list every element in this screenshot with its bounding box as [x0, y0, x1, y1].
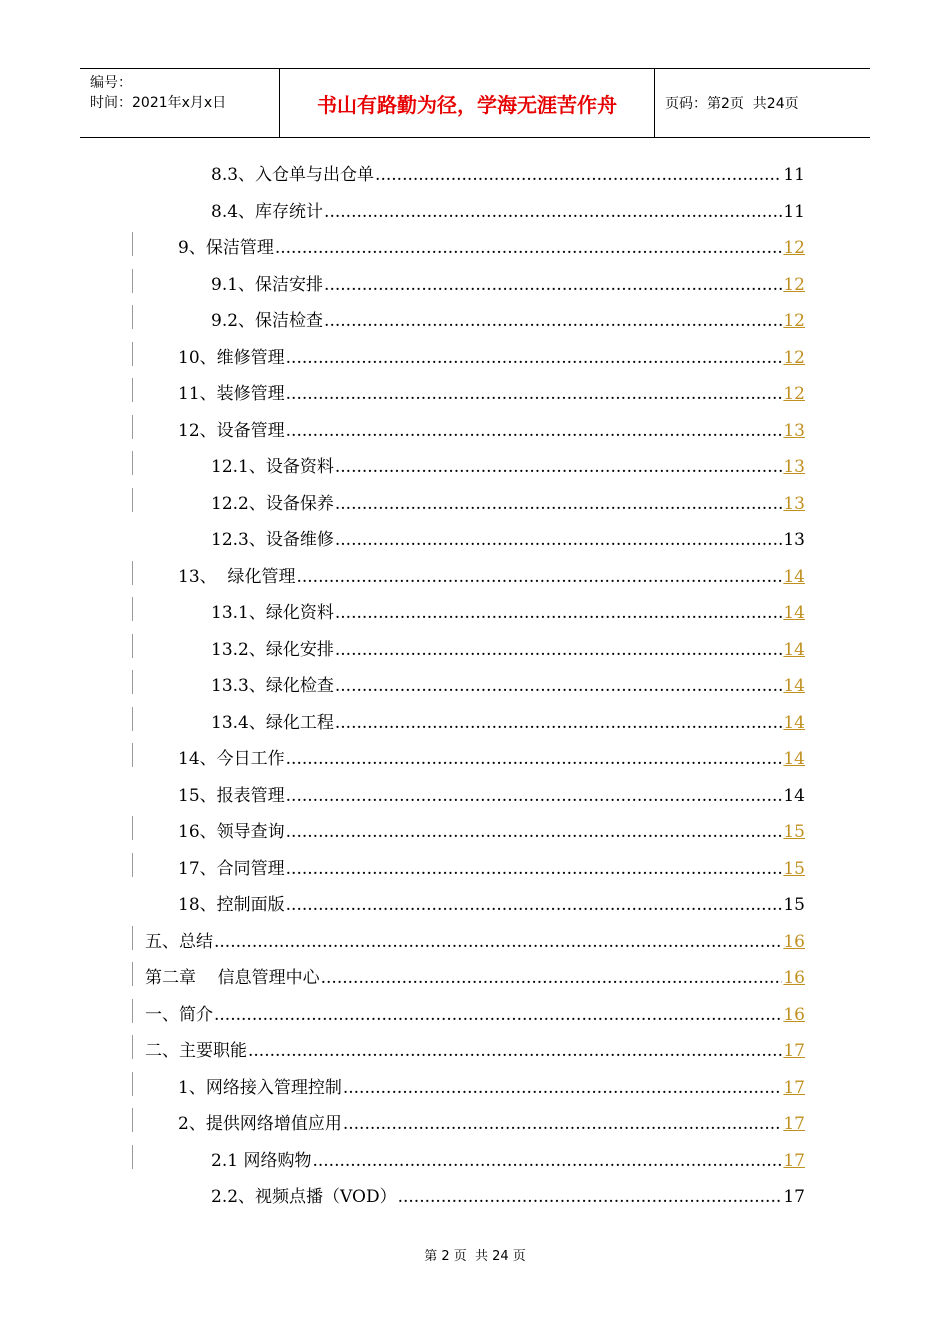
toc-leader-dots: [286, 895, 783, 915]
toc-leader-dots: [286, 749, 783, 769]
toc-change-bar: [132, 999, 133, 1023]
toc-page-number[interactable]: 17: [783, 1114, 805, 1134]
toc-leader-dots: [335, 713, 783, 733]
toc-entry-title: 8.3、入仓单与出仓单: [211, 165, 375, 185]
toc-leader-dots: [343, 1114, 783, 1134]
toc-leader-dots: [324, 311, 782, 331]
toc-page-number: 15: [783, 895, 805, 915]
toc-row: [0, 1175, 950, 1211]
toc-page-number[interactable]: 17: [783, 1041, 805, 1061]
toc-entry-title: 13.4、绿化工程: [211, 712, 334, 733]
toc-entry-title: 15、报表管理: [178, 785, 285, 806]
toc-row[interactable]: [0, 591, 950, 627]
toc-entry: [211, 197, 805, 222]
toc-row[interactable]: [0, 1102, 950, 1138]
toc-page-number[interactable]: 15: [783, 858, 805, 879]
toc-page-number[interactable]: 16: [783, 1004, 805, 1025]
toc-row: [0, 518, 950, 554]
toc-entry[interactable]: [211, 635, 805, 660]
toc-entry: [178, 890, 805, 915]
toc-row[interactable]: [0, 372, 950, 408]
toc-entry-title: 2、提供网络增值应用: [178, 1114, 342, 1134]
toc-change-bar: [132, 816, 133, 840]
toc-entry[interactable]: [178, 379, 805, 404]
toc-row[interactable]: [0, 920, 950, 956]
toc-row[interactable]: [0, 701, 950, 737]
toc-entry: [211, 1182, 805, 1207]
toc-page-number: 14: [783, 785, 805, 806]
toc-entry-title: 13.2、绿化安排: [211, 639, 334, 660]
toc-entry-title: 11、装修管理: [178, 384, 285, 404]
toc-entry-title: 第二章 信息管理中心: [145, 968, 320, 988]
toc-entry-title: 10、维修管理: [178, 347, 285, 368]
toc-entry-title: 13.1、绿化资料: [211, 603, 334, 623]
toc-leader-dots: [335, 603, 783, 623]
toc-row[interactable]: [0, 299, 950, 335]
toc-row[interactable]: [0, 737, 950, 773]
toc-entry-title: 13、 绿化管理: [178, 566, 296, 587]
toc-entry[interactable]: [178, 854, 805, 879]
toc-entry-title: 2.2、视频点播（VOD）: [211, 1187, 397, 1207]
toc-leader-dots: [324, 202, 782, 222]
toc-row[interactable]: [0, 409, 950, 445]
toc-entry[interactable]: [211, 452, 805, 477]
toc-page-number[interactable]: 16: [783, 968, 805, 988]
page-footer: [0, 1245, 950, 1264]
toc-entry-title: 9.1、保洁安排: [211, 274, 324, 295]
toc-page-number: 11: [783, 201, 805, 222]
toc-leader-dots: [275, 238, 783, 258]
toc-entry: [211, 160, 805, 185]
toc-row[interactable]: [0, 810, 950, 846]
toc-page-number: 13: [783, 530, 805, 550]
toc-page-number[interactable]: 17: [783, 1150, 805, 1171]
toc-entry-title: 二、主要职能: [145, 1041, 247, 1061]
toc-leader-dots: [343, 1078, 783, 1098]
toc-row[interactable]: [0, 555, 950, 591]
toc-row[interactable]: [0, 226, 950, 262]
header-page-info-cell: [655, 69, 870, 137]
toc-leader-dots: [375, 165, 782, 185]
toc-entry[interactable]: [211, 598, 805, 623]
toc-row[interactable]: [0, 956, 950, 992]
toc-leader-dots: [214, 1005, 782, 1025]
toc-page-number[interactable]: 13: [783, 457, 805, 477]
toc-leader-dots: [296, 567, 782, 587]
toc-row[interactable]: [0, 336, 950, 372]
toc-page-number[interactable]: 16: [783, 931, 805, 952]
toc-entry: [178, 781, 805, 806]
toc-page-number[interactable]: 14: [783, 676, 805, 696]
toc-page-number: 11: [783, 165, 805, 185]
toc-entry-title: 12.3、设备维修: [211, 530, 334, 550]
toc-entry[interactable]: [178, 817, 805, 842]
toc-entry[interactable]: [145, 1000, 805, 1025]
toc-page-number[interactable]: 13: [783, 420, 805, 441]
toc-row: [0, 153, 950, 189]
toc-entry-title: 8.4、库存统计: [211, 201, 324, 222]
toc-entry-title: 18、控制面版: [178, 895, 285, 915]
toc-entry-title: 16、领导查询: [178, 822, 285, 842]
toc-entry[interactable]: [211, 671, 805, 696]
toc-row[interactable]: [0, 1029, 950, 1065]
toc-change-bar: [132, 451, 133, 475]
toc-entry-title: 12.2、设备保养: [211, 493, 334, 514]
toc-change-bar: [132, 634, 133, 658]
toc-change-bar: [132, 962, 133, 986]
header-number: 编号：: [90, 75, 132, 91]
toc-page-number[interactable]: 14: [783, 712, 805, 733]
toc-entry-title: 一、简介: [145, 1004, 213, 1025]
toc-change-bar: [132, 743, 133, 767]
toc-change-bar: [132, 1072, 133, 1096]
toc-entry[interactable]: [211, 708, 805, 733]
toc-page-number[interactable]: 14: [783, 603, 805, 623]
toc-leader-dots: [335, 640, 783, 660]
toc-change-bar: [132, 1145, 133, 1169]
toc-entry[interactable]: [211, 1146, 805, 1171]
toc-entry[interactable]: [178, 416, 805, 441]
toc-row[interactable]: [0, 1139, 950, 1175]
toc-leader-dots: [335, 457, 783, 477]
toc-leader-dots: [286, 384, 783, 404]
toc-change-bar: [132, 853, 133, 877]
toc-entry[interactable]: [178, 343, 805, 368]
toc-page-number[interactable]: 12: [783, 274, 805, 295]
toc-page-number: 17: [783, 1187, 805, 1207]
toc-change-bar: [132, 269, 133, 293]
toc-change-bar: [132, 670, 133, 694]
header-page-info: 页码：第2页 共24页: [665, 96, 799, 112]
toc-change-bar: [132, 1035, 133, 1059]
toc-page-number[interactable]: 14: [783, 749, 805, 769]
toc-row[interactable]: [0, 847, 950, 883]
toc-change-bar: [132, 597, 133, 621]
toc-page-number[interactable]: 14: [783, 639, 805, 660]
toc-entry-title: 13.3、绿化检查: [211, 676, 334, 696]
toc-change-bar: [132, 561, 133, 585]
toc-leader-dots: [214, 932, 782, 952]
toc-change-bar: [132, 488, 133, 512]
toc-entry[interactable]: [211, 489, 805, 514]
toc-row[interactable]: [0, 628, 950, 664]
toc-entry[interactable]: [178, 233, 805, 258]
toc-row[interactable]: [0, 993, 950, 1029]
toc-entry-title: 12.1、设备资料: [211, 457, 334, 477]
toc-entry-title: 14、今日工作: [178, 749, 285, 769]
toc-page-number[interactable]: 12: [783, 311, 805, 331]
footer-page-number: 第 2 页 共 24 页: [424, 1249, 526, 1264]
toc-leader-dots: [286, 786, 783, 806]
toc-change-bar: [132, 707, 133, 731]
toc-row[interactable]: [0, 482, 950, 518]
toc-page-number[interactable]: 12: [783, 347, 805, 368]
toc-change-bar: [132, 1108, 133, 1132]
toc-leader-dots: [286, 859, 783, 879]
toc-page-number[interactable]: 15: [783, 822, 805, 842]
toc-page-number[interactable]: 13: [783, 493, 805, 514]
toc-entry[interactable]: [145, 1036, 805, 1061]
toc-change-bar: [132, 342, 133, 366]
toc-change-bar: [132, 926, 133, 950]
toc-entry-title: 2.1 网络购物: [211, 1150, 312, 1171]
toc-entry[interactable]: [178, 562, 805, 587]
toc-entry-title: 1、网络接入管理控制: [178, 1077, 342, 1098]
toc-entry[interactable]: [178, 744, 805, 769]
toc-row: [0, 883, 950, 919]
toc-entry[interactable]: [211, 306, 805, 331]
toc-leader-dots: [335, 494, 783, 514]
header-left-cell: [80, 69, 280, 137]
toc-entry-title: 12、设备管理: [178, 420, 285, 441]
page-header: [80, 68, 870, 138]
toc-change-bar: [132, 378, 133, 402]
toc-entry-title: 9.2、保洁检查: [211, 311, 324, 331]
toc-page-number[interactable]: 14: [783, 566, 805, 587]
toc-entry-title: 9、保洁管理: [178, 238, 274, 258]
toc-leader-dots: [321, 968, 783, 988]
toc-leader-dots: [286, 822, 783, 842]
toc-leader-dots: [286, 421, 783, 441]
toc-entry: [211, 525, 805, 550]
toc-leader-dots: [335, 676, 783, 696]
toc-leader-dots: [398, 1187, 783, 1207]
toc-change-bar: [132, 305, 133, 329]
toc-change-bar: [132, 415, 133, 439]
toc-leader-dots: [248, 1041, 782, 1061]
toc-leader-dots: [335, 530, 783, 550]
toc-entry-title: 五、总结: [145, 931, 213, 952]
toc-page-number[interactable]: 17: [783, 1077, 805, 1098]
toc-leader-dots: [312, 1151, 782, 1171]
toc-entry[interactable]: [178, 1109, 805, 1134]
toc-row[interactable]: [0, 1066, 950, 1102]
toc-leader-dots: [286, 348, 783, 368]
toc-entry[interactable]: [211, 270, 805, 295]
header-date: 时间：2021年x月x日: [90, 95, 227, 111]
toc-page-number[interactable]: 12: [783, 238, 805, 258]
toc-page-number[interactable]: 12: [783, 384, 805, 404]
toc-row[interactable]: [0, 263, 950, 299]
toc-change-bar: [132, 232, 133, 256]
toc-entry-title: 17、合同管理: [178, 858, 285, 879]
header-motto: 书山有路勤为径，学海无涯苦作舟: [280, 69, 655, 137]
toc-entry[interactable]: [178, 1073, 805, 1098]
toc-row[interactable]: [0, 664, 950, 700]
toc-row: [0, 774, 950, 810]
toc-row: [0, 190, 950, 226]
toc-entry[interactable]: [145, 927, 805, 952]
toc-entry[interactable]: [145, 963, 805, 988]
toc-row[interactable]: [0, 445, 950, 481]
toc-leader-dots: [324, 275, 782, 295]
